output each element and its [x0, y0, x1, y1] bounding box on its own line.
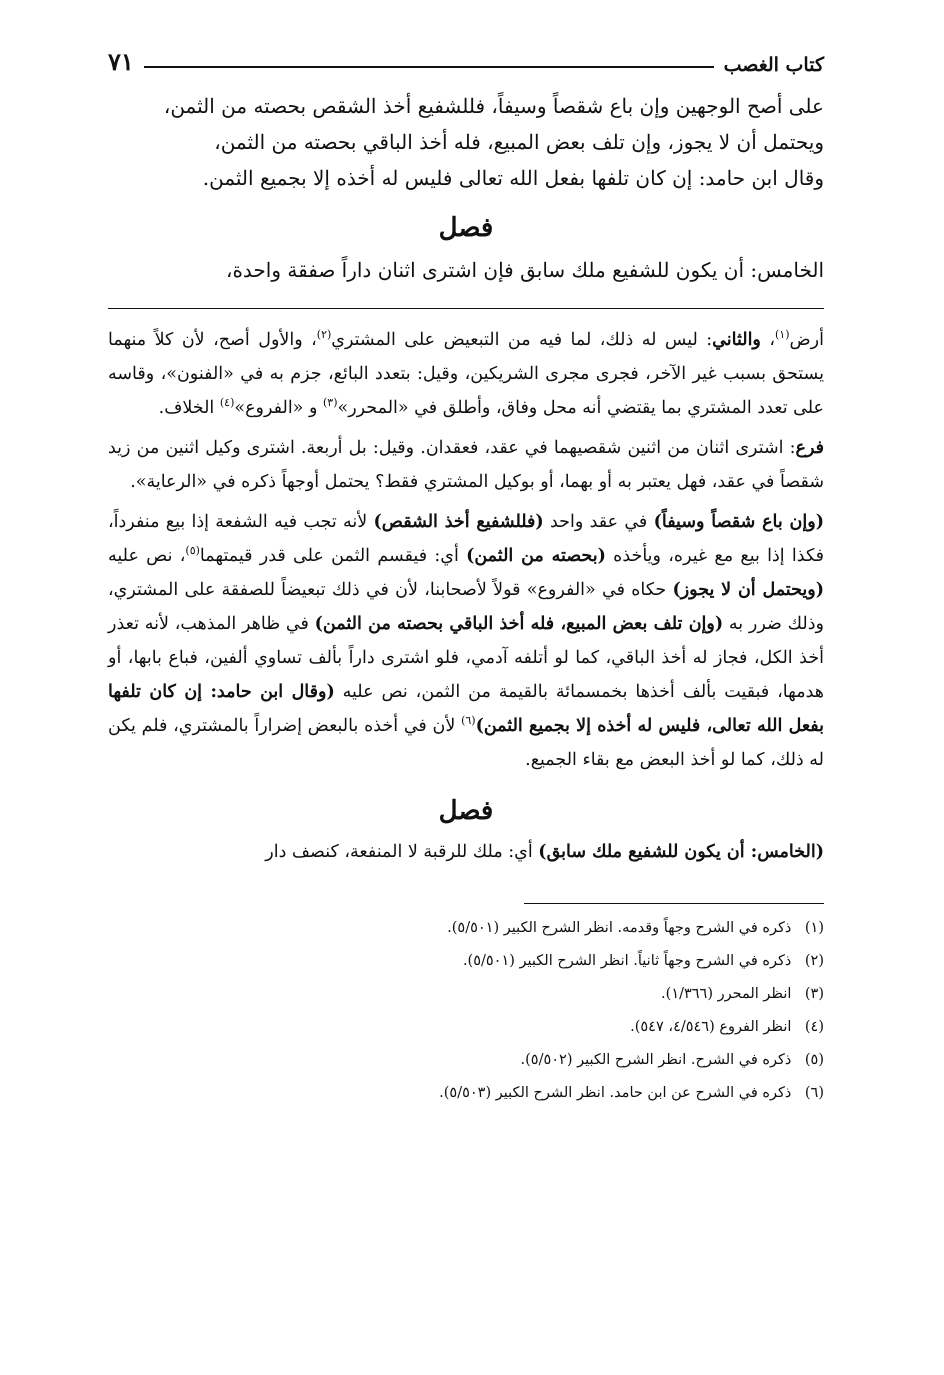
commentary-paragraph [108, 431, 824, 499]
bold-text: (بحصته من الثمن) [466, 546, 606, 566]
footnote-number: (٥) [804, 1052, 824, 1068]
footnote [108, 1044, 824, 1077]
text: أرض [789, 330, 824, 350]
bold-text: (ويحتمل أن لا يجوز) [672, 580, 824, 600]
footnote [108, 912, 824, 945]
text: في ظاهر المذهب، لأنه تعذر أخذ الكل، فجاز له أخذ الباقي، كما لو أتلفه آدمي، فلو اشترى داراً بألف تساوي ألفين، فباع بابها، أو هدمها، فبقيت بألف أخذها بخمسمائة بالقيمة من الثمن، نص عليه [108, 614, 824, 702]
footnote [108, 1077, 824, 1110]
page-header [108, 36, 824, 76]
text: : اشترى اثنان من اثنين شقصيهما في عقد، فعقدان. وقيل: بل أربعة. اشترى وكيل اثنين من زيد شقصاً في عقد، فهل يعتبر به أو بهما، أو بوكيل المشتري فقط؟ يحتمل أوجهاً ذكره في «الرعاية». [108, 438, 824, 492]
chapter-title: كتاب الغصب [723, 54, 824, 76]
bold-text: فرع [795, 438, 824, 458]
commentary-paragraph [108, 323, 824, 425]
footnote-text: انظر الفروع (٤/٥٤٦، ٥٤٧). [630, 1019, 792, 1035]
footnote-ref[interactable]: (٣) [322, 396, 338, 410]
footnote [108, 1011, 824, 1044]
matn-line: وقال ابن حامد: إن كان تلفها بفعل الله تعالى فليس له أخذه إلا بجميع الثمن. [202, 166, 824, 190]
bold-text: (وإن باع شقصاً وسيفاً) [653, 512, 825, 532]
footnote-number: (٢) [804, 953, 824, 969]
text: أي: ملك للرقبة لا المنفعة، كنصف دار [265, 842, 539, 862]
text: الخلاف. [158, 398, 220, 418]
text: في عقد واحد [543, 512, 654, 532]
footnote-text: ذكره في الشرح. انظر الشرح الكبير (٥/٥٠٢). [520, 1052, 792, 1068]
footnote-ref[interactable]: (٥) [185, 544, 200, 558]
text: حكاه في «الفروع» قولاً لأصحابنا، لأن في ذلك تبعيضاً للصفقة على المشتري، وذلك ضرر به [108, 580, 824, 634]
footnote [108, 945, 824, 978]
footnote-ref[interactable]: (٤) [219, 396, 235, 410]
footnote-ref[interactable]: (٦) [461, 714, 476, 728]
footnotes [108, 912, 824, 1110]
matn-top [108, 88, 824, 196]
section-heading-fasl: فصل [438, 796, 494, 826]
text: أي: فيقسم الثمن على قدر قيمتهما [199, 546, 467, 566]
footnote-text: ذكره في الشرح عن ابن حامد. انظر الشرح الكبير (٥/٥٠٣). [439, 1085, 792, 1101]
text: ، [760, 330, 775, 350]
bold-text: (وإن تلف بعض المبيع، فله أخذ الباقي بحصته من الثمن) [314, 614, 724, 634]
text: لأنه تجب فيه الشفعة إذا بيع منفرداً، فكذا إذا بيع مع غيره، ويأخذه [108, 512, 824, 566]
text: و «الفروع» [234, 398, 323, 418]
commentary [108, 323, 824, 777]
footnote-text: ذكره في الشرح وجهاً وقدمه. انظر الشرح الكبير (٥/٥٠١). [447, 920, 792, 936]
header-rule [144, 66, 714, 68]
book-page [108, 36, 824, 1110]
page-number: ٧١ [108, 47, 134, 76]
footnote-ref[interactable]: (٢) [316, 328, 332, 342]
matn-fasl [108, 252, 824, 288]
matn-line: ويحتمل أن لا يجوز، وإن تلف بعض المبيع، فله أخذ الباقي بحصته من الثمن، [214, 130, 824, 154]
footnote-number: (٦) [804, 1085, 824, 1101]
footnote-ref[interactable]: (١) [775, 328, 790, 342]
text: ، والأول أصح، لأن كلاً منهما يستحق بسبب غير الآخر، فجرى مجرى الشريكين، وقيل: بتعدد البائع، جزم به في «الفنون»، وقاسه على تعدد المشتري بما يقتضي أنه محل وفاق، وأطلق في «المحرر» [108, 330, 824, 418]
section-heading-fasl: فصل [438, 213, 494, 243]
footnote [108, 978, 824, 1011]
bold-text: والثاني [712, 330, 761, 350]
bold-text: (الخامس: أن يكون للشفيع ملك سابق) [538, 842, 824, 862]
commentary-fasl [108, 835, 824, 869]
matn-line: الخامس: أن يكون للشفيع ملك سابق فإن اشترى اثنان داراً صفقة واحدة، [226, 258, 824, 282]
commentary-paragraph [108, 835, 824, 869]
footnote-rule [524, 903, 824, 904]
footnote-number: (٣) [804, 986, 824, 1002]
footnote-number: (١) [804, 920, 824, 936]
footnote-text: ذكره في الشرح وجهاً ثانياً. انظر الشرح الكبير (٥/٥٠١). [462, 953, 792, 969]
commentary-paragraph [108, 505, 824, 777]
text: لأن في أخذه بالبعض إضراراً بالمشتري، فلم يكن له ذلك، كما لو أخذ البعض مع بقاء الجميع. [108, 716, 824, 770]
text: ، نص عليه [108, 546, 186, 566]
matn-sharh-separator [108, 308, 824, 309]
matn-line: على أصح الوجهين وإن باع شقصاً وسيفاً، فللشفيع أخذ الشقص بحصته من الثمن، [163, 94, 824, 118]
bold-text: (وقال ابن حامد: إن كان تلفها بفعل الله تعالى، فليس له أخذه إلا بجميع الثمن) [108, 682, 825, 736]
bold-text: (فللشفيع أخذ الشقص) [373, 512, 544, 532]
footnote-number: (٤) [804, 1019, 824, 1035]
text: : ليس له ذلك، لما فيه من التبعيض على المشتري [331, 330, 713, 350]
footnote-text: انظر المحرر (١/٣٦٦). [661, 986, 792, 1002]
